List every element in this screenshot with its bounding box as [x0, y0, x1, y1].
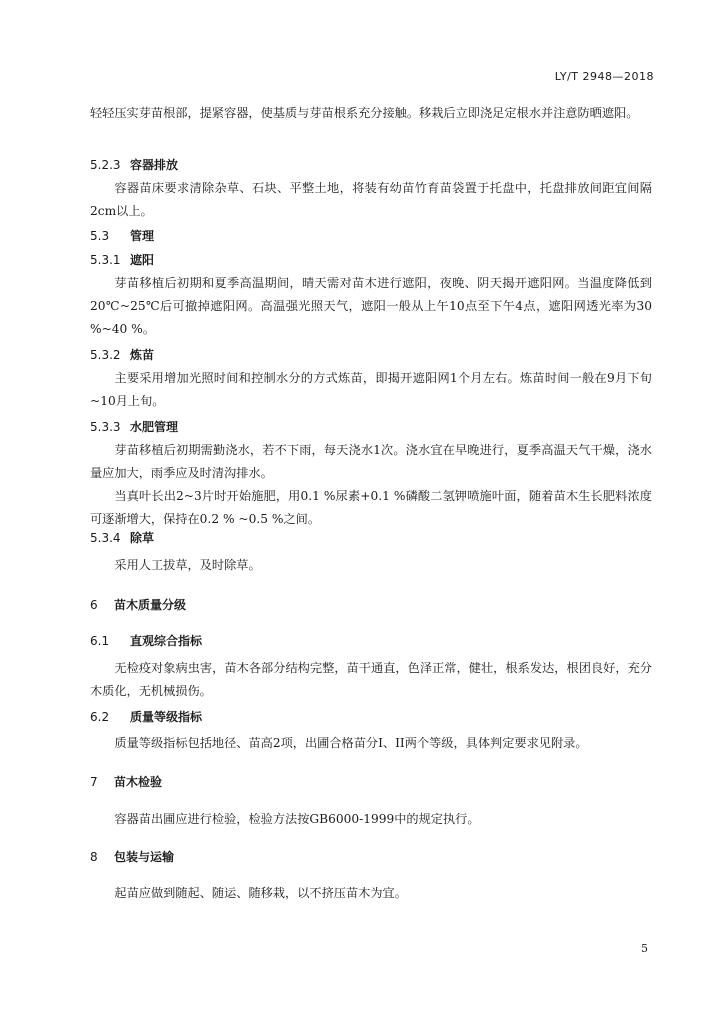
section-number: 5.3.4: [90, 531, 121, 545]
section-title: 直观综合指标: [130, 634, 203, 648]
section-title: 遮阳: [130, 253, 155, 267]
paragraph: 芽苗移植后初期和夏季高温期间，晴天需对苗木进行遮阳，夜晚、阴天揭开遮阳网。当温度降低到20℃~25℃后可撤掉遮阳网。高温强光照天气，遮阳一般从上午10点至下午4点，遮阳网透光率为30 %~40 %。: [90, 276, 652, 336]
section-heading-5-2-3: [90, 157, 652, 173]
section-number: 6.2: [90, 710, 110, 724]
section-heading-6-1: [90, 633, 652, 649]
paragraph: 当真叶长出2~3片时开始施肥，用0.1 %尿素+0.1 %磷酸二氢钾喷施叶面，随着苗木生长肥料浓度可逐渐增大，保持在0.2 % ~0.5 %之间。: [90, 489, 652, 526]
section-title: 容器排放: [130, 158, 179, 172]
section-title: 管理: [130, 229, 155, 243]
paragraph: 质量等级指标包括地径、苗高2项，出圃合格苗分I、II两个等级，具体判定要求见附录。: [114, 736, 588, 750]
paragraph: 容器苗床要求清除杂草、石块、平整土地，将装有幼苗竹育苗袋置于托盘中，托盘排放间距宜间隔2cm以上。: [90, 181, 652, 218]
section-heading-5-3-3: [90, 419, 652, 435]
section-title: 水肥管理: [130, 420, 179, 434]
section-number: 5.3.1: [90, 253, 121, 267]
section-heading-5-3-4: [90, 530, 652, 546]
paragraph: 采用人工拔草，及时除草。: [114, 558, 261, 572]
section-number: 7: [90, 775, 98, 789]
section-heading-5-3: [90, 228, 652, 244]
section-title: 炼苗: [130, 348, 155, 362]
section-heading-5-3-2: [90, 347, 652, 363]
section-title: 苗木检验: [114, 775, 163, 789]
paragraph: 无检疫对象病虫害，苗木各部分结构完整，苗干通直，色泽正常，健壮，根系发达，根团良好，充分木质化，无机械损伤。: [90, 661, 652, 698]
section-title: 苗木质量分级: [114, 598, 187, 612]
section-title: 包装与运输: [114, 850, 175, 864]
section-number: 5.2.3: [90, 158, 121, 172]
section-number: 5.3: [90, 229, 110, 243]
section-heading-6: [90, 597, 652, 613]
section-title: 除草: [130, 531, 155, 545]
section-heading-8: [90, 849, 652, 865]
document-number: LY/T 2948—2018: [554, 70, 654, 83]
paragraph: 轻轻压实芽苗根部，提紧容器，使基质与芽苗根系充分接触。移栽后立即浇足定根水并注意防晒遮阳。: [90, 106, 639, 120]
section-number: 5.3.3: [90, 420, 121, 434]
section-number: 6: [90, 598, 98, 612]
section-number: 6.1: [90, 634, 110, 648]
section-heading-5-3-1: [90, 252, 652, 268]
page-number: 5: [641, 942, 648, 955]
section-number: 5.3.2: [90, 348, 121, 362]
paragraph: 芽苗移植后初期需勤浇水，若不下雨，每天浇水1次。浇水宜在早晚进行，夏季高温天气干燥，浇水量应加大，雨季应及时清沟排水。: [90, 443, 652, 480]
section-number: 8: [90, 850, 98, 864]
paragraph: 容器苗出圃应进行检验，检验方法按GB6000-1999中的规定执行。: [114, 812, 480, 826]
section-heading-6-2: [90, 709, 652, 725]
section-heading-7: [90, 774, 652, 790]
paragraph: 起苗应做到随起、随运、随移栽，以不挤压苗木为宜。: [114, 886, 407, 900]
section-title: 质量等级指标: [130, 710, 203, 724]
paragraph: 主要采用增加光照时间和控制水分的方式炼苗，即揭开遮阳网1个月左右。炼苗时间一般在9月下旬~10月上旬。: [90, 371, 652, 408]
